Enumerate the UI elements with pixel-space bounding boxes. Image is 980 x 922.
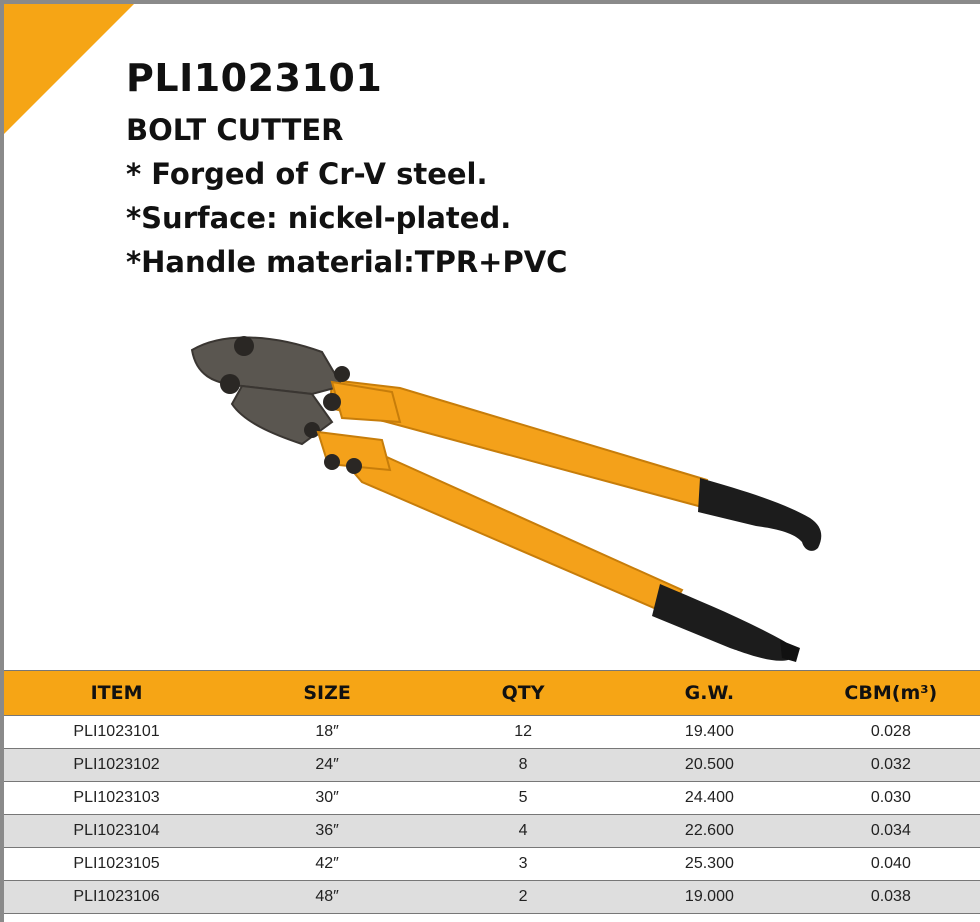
feature-handle: *Handle material:TPR+PVC <box>126 245 568 279</box>
cell-cbm: 0.028 <box>798 716 980 749</box>
table-row <box>4 848 980 881</box>
cell-item: PLI1023103 <box>4 782 229 815</box>
cell-item: PLI1023105 <box>4 848 229 881</box>
cell-gw: 22.600 <box>621 815 798 848</box>
lower-handle <box>332 447 800 662</box>
cell-qty: 8 <box>425 749 621 782</box>
feature-forged: * Forged of Cr-V steel. <box>126 157 488 191</box>
feature-surface: *Surface: nickel-plated. <box>126 201 512 235</box>
col-cbm: CBM(m³) <box>798 671 980 716</box>
table-row <box>4 782 980 815</box>
cell-size: 36″ <box>229 815 425 848</box>
table-header-row <box>4 671 980 716</box>
cell-qty: 4 <box>425 815 621 848</box>
cell-size: 18″ <box>229 716 425 749</box>
cell-size: 48″ <box>229 881 425 914</box>
cell-size: 24″ <box>229 749 425 782</box>
cell-cbm: 0.034 <box>798 815 980 848</box>
corner-accent <box>4 4 134 134</box>
cell-gw: 19.400 <box>621 716 798 749</box>
cell-size: 30″ <box>229 782 425 815</box>
cell-item: PLI1023106 <box>4 881 229 914</box>
cell-gw: 20.500 <box>621 749 798 782</box>
product-name: BOLT CUTTER <box>126 113 344 147</box>
col-qty: QTY <box>425 671 621 716</box>
cell-cbm: 0.032 <box>798 749 980 782</box>
cell-qty: 2 <box>425 881 621 914</box>
table-row <box>4 749 980 782</box>
cell-qty: 3 <box>425 848 621 881</box>
pivot-links <box>318 382 400 474</box>
table-row <box>4 716 980 749</box>
cell-gw: 24.400 <box>621 782 798 815</box>
cutter-jaws <box>192 336 350 444</box>
bolt-cutter-photo <box>182 322 832 672</box>
product-code: PLI1023101 <box>126 56 383 100</box>
cell-qty: 12 <box>425 716 621 749</box>
table-row <box>4 881 980 914</box>
cell-qty: 5 <box>425 782 621 815</box>
product-heading <box>126 52 567 284</box>
spec-table <box>4 670 980 914</box>
cell-item: PLI1023102 <box>4 749 229 782</box>
col-item: ITEM <box>4 671 229 716</box>
spec-table-container <box>4 670 980 914</box>
cell-cbm: 0.040 <box>798 848 980 881</box>
cell-cbm: 0.030 <box>798 782 980 815</box>
cell-gw: 19.000 <box>621 881 798 914</box>
cell-cbm: 0.038 <box>798 881 980 914</box>
col-gw: G.W. <box>621 671 798 716</box>
cell-size: 42″ <box>229 848 425 881</box>
cell-gw: 25.300 <box>621 848 798 881</box>
cell-item: PLI1023101 <box>4 716 229 749</box>
col-size: SIZE <box>229 671 425 716</box>
table-row <box>4 815 980 848</box>
cell-item: PLI1023104 <box>4 815 229 848</box>
